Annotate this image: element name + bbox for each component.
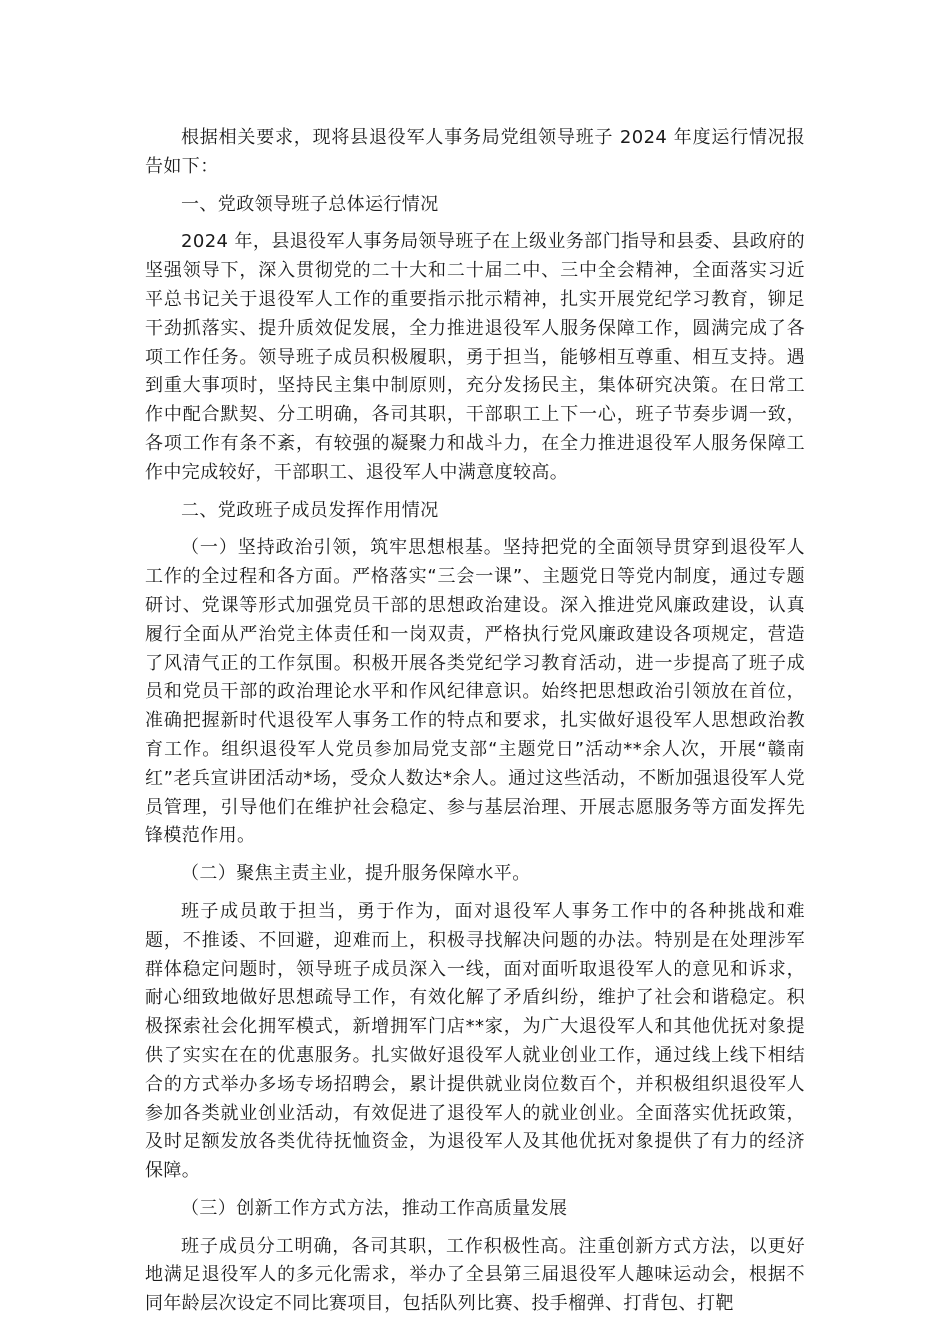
section-heading-1: 一、党政领导班子总体运行情况: [181, 193, 439, 215]
subsection-heading-2: （二）聚焦主责主业，提升服务保障水平。: [181, 863, 531, 885]
section-1-paragraph: 2024 年，县退役军人事务局领导班子在上级业务部门指导和县委、县政府的坚强领导下，深入贯彻党的二十大和二十届二中、三中全会精神，全面落实习近平总书记关于退役军人工作的重要指示批示精神，扎实开展党纪学习教育，铆足干劲抓落实、提升质效促发展，全力推进退役军人服务保障工作，圆满完成了各项工作任务。领导班子成员积极履职，勇于担当，能够相互尊重、相互支持。遇到重大事项时，坚持民主集中制原则，充分发扬民主，集体研究决策。在日常工作中配合默契、分工明确，各司其职，干部职工上下一心，班子节奏步调一致，各项工作有条不紊，有较强的凝聚力和战斗力，在全力推进退役军人服务保障工作中完成较好，干部职工、退役军人中满意度较高。: [145, 231, 805, 483]
section-heading-2: 二、党政班子成员发挥作用情况: [181, 499, 439, 521]
document-body: [145, 124, 805, 1328]
subsection-2-paragraph: 班子成员敢于担当，勇于作为，面对退役军人事务工作中的各种挑战和难题，不推诿、不回避，迎难而上，积极寻找解决问题的办法。特别是在处理涉军群体稳定问题时，领导班子成员深入一线，面对面听取退役军人的意见和诉求，耐心细致地做好思想疏导工作，有效化解了矛盾纠纷，维护了社会和谐稳定。积极探索社会化拥军模式，新增拥军门店**家，为广大退役军人和其他优抚对象提供了实实在在的优惠服务。扎实做好退役军人就业创业工作，通过线上线下相结合的方式举办多场专场招聘会，累计提供就业岗位数百个，并积极组织退役军人参加各类就业创业活动，有效促进了退役军人的就业创业。全面落实优抚政策，及时足额发放各类优待抚恤资金，为退役军人及其他优抚对象提供了有力的经济保障。: [145, 900, 805, 1182]
subsection-heading-3: （三）创新工作方式方法，推动工作高质量发展: [181, 1197, 568, 1219]
subsection-3-paragraph: 班子成员分工明确，各司其职，工作积极性高。注重创新方式方法，以更好地满足退役军人的多元化需求，举办了全县第三届退役军人趣味运动会，根据不同年龄层次设定不同比赛项目，包括队列比赛、投手榴弹、打背包、打靶: [145, 1235, 805, 1315]
intro-paragraph: 根据相关要求，现将县退役军人事务局党组领导班子 2024 年度运行情况报告如下：: [145, 127, 805, 177]
subsection-1-paragraph: （一）坚持政治引领，筑牢思想根基。坚持把党的全面领导贯穿到退役军人工作的全过程和各方面。严格落实“三会一课”、主题党日等党内制度，通过专题研讨、党课等形式加强党员干部的思想政治建设。深入推进党风廉政建设，认真履行全面从严治党主体责任和一岗双责，严格执行党风廉政建设各项规定，营造了风清气正的工作氛围。积极开展各类党纪学习教育活动，进一步提高了班子成员和党员干部的政治理论水平和作风纪律意识。始终把思想政治引领放在首位，准确把握新时代退役军人事务工作的特点和要求，扎实做好退役军人思想政治教育工作。组织退役军人党员参加局党支部“主题党日”活动**余人次，开展“赣南红”老兵宣讲团活动*场，受众人数达*余人。通过这些活动，不断加强退役军人党员管理，引导他们在维护社会稳定、参与基层治理、开展志愿服务等方面发挥先锋模范作用。: [145, 537, 805, 847]
